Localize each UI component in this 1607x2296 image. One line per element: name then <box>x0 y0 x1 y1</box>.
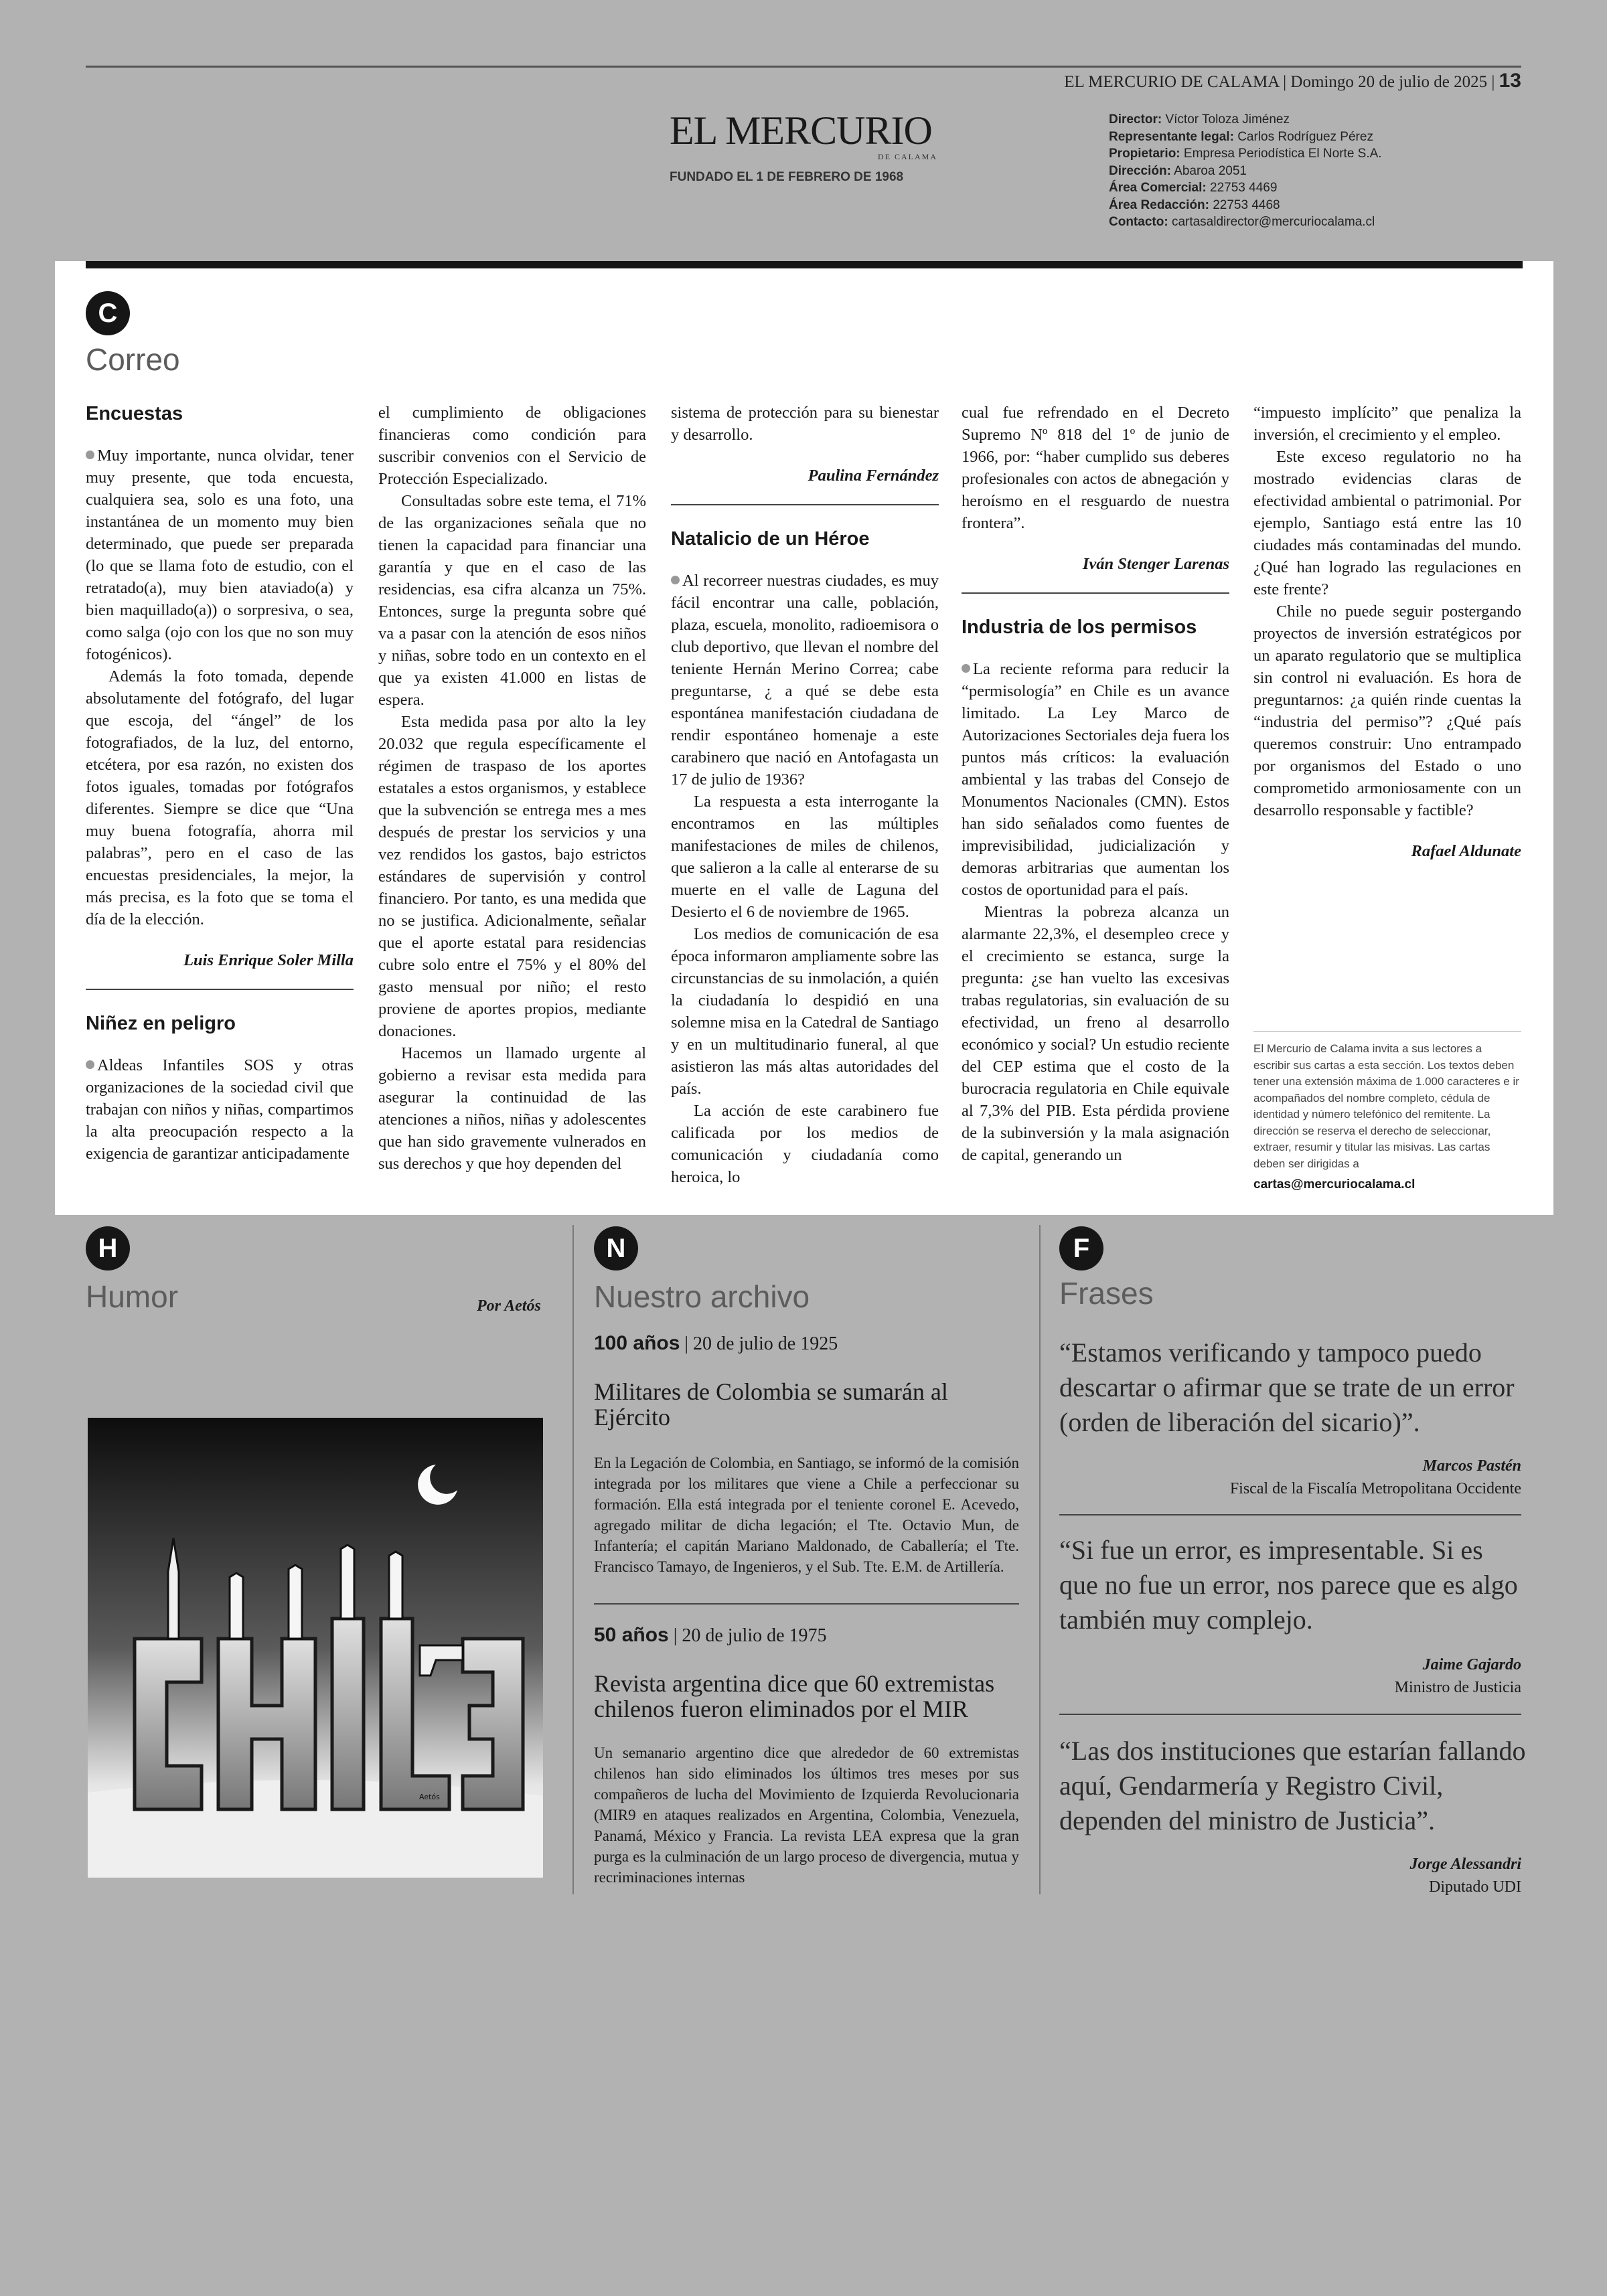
staff-box <box>1109 111 1524 231</box>
quote-author-role: Diputado UDI <box>1429 1878 1521 1896</box>
quote-2: “Si fue un error, es impresentable. Si es que no fue un error, nos parece que es algo también muy complejo. <box>1059 1535 1518 1635</box>
correo-column-2 <box>378 402 646 1175</box>
page-runner <box>1064 70 1521 92</box>
staff-row: Área Redacción: 22753 4468 <box>1109 197 1280 212</box>
quote-1: “Estamos verificando y tampoco puedo descartar o afirmar que se trate de un error (orden de liberación del sicario)”. <box>1059 1337 1515 1437</box>
cartoon-illustration <box>88 1418 543 1878</box>
raised-hand-icon <box>341 1545 354 1619</box>
page-number: 13 <box>1499 70 1521 92</box>
section-top-bar <box>86 261 1523 268</box>
quote-author-role: Fiscal de la Fiscalía Metropolitana Occidente <box>1229 1480 1521 1497</box>
letter-paragraph: Aldeas Infantiles SOS y otras organizaciones de la sociedad civil que trabajan con niños y niñas, compartimos la alta preocupación respecto a la exigencia de garantizar anticipadamente <box>86 1056 354 1163</box>
raised-hand-icon <box>230 1573 243 1639</box>
archive-entry-header: 100 años | 20 de julio de 1925 <box>594 1332 838 1354</box>
letter-paragraph: el cumplimiento de obligaciones financieras como condición para suscribir convenios con el Servicio de Protección Especializado. <box>378 404 646 488</box>
submission-note-text: El Mercurio de Calama invita a sus lectores a escribir sus cartas a esta sección. Los textos deben tener una extensión máxima de 1.000 caracteres e ir acompañados del nombre completo, cédula de identidad y número telefónico del remitente. La dirección se reserva el derecho de seleccionar, extraer, resumir y titular las misivas. Las cartas deben ser dirigidas a <box>1253 1042 1519 1170</box>
humor-cartoon <box>88 1418 543 1878</box>
staff-row: Contacto: cartasaldirector@mercuriocalama.cl <box>1109 215 1375 229</box>
section-letter-c: C <box>86 291 130 335</box>
letter-paragraph: Mientras la pobreza alcanza un alarmante 22,3%, el desempleo crece y el crecimiento se estanca, surge la pregunta: ¿se han vuelto las excesivas trabas regulatorias, sin evaluación de su efectividad, un freno al desarrollo económico y social? Un estudio reciente del CEP estima que el costo de la burocracia regulatoria en Chile equivale al 7,3% del PIB. Esta pérdida proviene de la subinversión y la mala asignación de capital, generando un <box>962 903 1229 1164</box>
letter-signature: Rafael Aldunate <box>1411 842 1521 860</box>
quote-author-role: Ministro de Justicia <box>1394 1679 1521 1696</box>
submission-email: cartas@mercuriocalama.cl <box>1253 1177 1415 1192</box>
bullet-dot-icon <box>671 576 680 584</box>
founded-line: FUNDADO EL 1 DE FEBRERO DE 1968 <box>670 170 904 184</box>
letter-divider <box>962 592 1229 594</box>
column-rule <box>1039 1225 1041 1894</box>
letter-paragraph: Muy importante, nunca olvidar, tener muy presente, que toda encuesta, cualquiera sea, solo es una foto, una instantánea de un momento muy bien determinado, que puede ser preparada (lo que se llama foto de estudio, con el retratado(a), muy bien ataviado(a) y bien maquillado(a)) o sorpresiva, o sea, como salga (ojo con los que no son muy fotogénicos). <box>86 446 354 663</box>
letter-paragraph: La respuesta a esta interrogante la encontramos en las múltiples manifestaciones de miles de chilenos, que salieron a la calle al enterarse de su muerte en el valle de Laguna del Desierto el 6 de noviembre de 1965. <box>671 793 939 921</box>
quote-divider <box>1059 1514 1521 1515</box>
top-rule <box>86 66 1521 68</box>
archive-entry-title: Revista argentina dice que 60 extremistas chilenos fueron eliminados por el MIR <box>594 1670 995 1722</box>
letter-heading: Natalicio de un Héroe <box>671 528 870 550</box>
quote-1-author <box>1230 1455 1521 1500</box>
quote-3-author <box>1410 1853 1521 1898</box>
note-divider <box>1253 1031 1521 1032</box>
staff-row: Área Comercial: 22753 4469 <box>1109 181 1278 195</box>
archive-entry-body: Un semanario argentino dice que alrededor de 60 extremistas chilenos han sido eliminados los últimos tres meses por sus compañeros de lucha del Movimiento de Izquierda Revolucionaria (MIR9 en ataques realizados en Argentina, Colombia, Venezuela, Panamá, México y Francia. La revista LEA expresa que la gran purga es la culminación de un largo proceso de divergencia, mutua y recriminaciones internas <box>594 1744 1019 1886</box>
archive-entry-title: Militares de Colombia se sumarán al Ejército <box>594 1378 948 1430</box>
letter-paragraph: sistema de protección para su bienestar y desarrollo. <box>671 404 939 444</box>
section-title-correo: Correo <box>86 342 180 377</box>
raised-hand-icon <box>389 1552 402 1619</box>
letter-divider <box>671 504 939 505</box>
letter-paragraph: cual fue refrendado en el Decreto Supremo Nº 818 del 1º de junio de 1966, por: “haber cumplido sus deberes profesionales con actos de abnegación y heroísmo en el resguardo de nuestra frontera”. <box>962 404 1229 532</box>
cartoon-letter-e-reversed <box>463 1639 523 1809</box>
correo-column-1 <box>86 402 354 1165</box>
correo-column-4 <box>962 402 1229 1166</box>
staff-row: Propietario: Empresa Periodística El Norte S.A. <box>1109 147 1382 161</box>
letter-signature: Luis Enrique Soler Milla <box>183 951 354 969</box>
correo-column-3 <box>671 402 939 1188</box>
section-title-frases: Frases <box>1059 1276 1154 1311</box>
letter-paragraph: La reciente reforma para reducir la “permisología” en Chile es un avance limitado. La Ley Marco de Autorizaciones Sectoriales deja fuera los puntos más críticos: la evaluación ambiental y las trabas del Consejo de Monumentos Nacionales (CMN). Estos han sido señalados como fuentes de imprevisibilidad, judicialización y demoras arbitrarias que aumentan los costos de oportunidad para el país. <box>962 660 1230 899</box>
masthead <box>670 110 937 185</box>
quote-3: “Las dos instituciones que estarían fallando aquí, Gendarmería y Registro Civil, dependen del ministro de Justicia”. <box>1059 1736 1526 1835</box>
letter-paragraph: Consultadas sobre este tema, el 71% de las organizaciones señala que no tienen la capacidad para financiar una garantía y que en el caso de las residencias, esa cifra alcanza un 75%. Entonces, surge la pregunta sobre qué va a pasar con la atención de esos niños y niñas, sobre todo en un contexto en el que ya existen 41.000 en listas de espera. <box>378 492 646 709</box>
quote-divider <box>1059 1714 1521 1715</box>
quote-author-name: Jorge Alessandri <box>1409 1856 1521 1873</box>
letter-paragraph: Chile no puede seguir postergando proyectos de inversión estratégicos por un aparato regulatorio que se multiplica sin control ni evaluación. Es hora de preguntarnos: ¿a quién rinde cuentas la “industria del permiso”? ¿Qué país queremos construir: Uno entrampado por organismos del Estado o uno comprometido armoniosamente con un desarrollo responsable y factible? <box>1253 602 1521 819</box>
cartoon-byline: Por Aetós <box>477 1297 541 1315</box>
letter-paragraph: Hacemos un llamado urgente al gobierno a revisar esta medida para asegurar la continuidad de las atenciones a niños, niñas y adolescentes que han sido gravemente vulnerados en sus derechos y que hoy dependen del <box>378 1044 646 1173</box>
raised-hand-icon <box>289 1565 302 1639</box>
quote-2-author <box>1395 1653 1521 1699</box>
cartoon-letter-i <box>332 1619 364 1809</box>
archive-entry-body: En la Legación de Colombia, en Santiago, se informó de la comisión integrada por los militares que viene a Chile a perfeccionar su formación. Ella está integrada por el teniente coronel E. Acevedo, agregado militar de dicha legación; el Tte. Octavio Mun, de Infantería; el capitán Mariano Maldonado, de Caballería; el Tte. Francisco Tamayo, de Ingenieros, y el Sub. Tte. E.M. de Artillería. <box>594 1455 1019 1575</box>
archive-divider <box>594 1603 1019 1605</box>
staff-row: Representante legal: Carlos Rodríguez Pérez <box>1109 129 1373 144</box>
archive-entry-header: 50 años | 20 de julio de 1975 <box>594 1624 827 1646</box>
letter-paragraph: Esta medida pasa por alto la ley 20.032 que regula específicamente el régimen de traspaso de los aportes estatales a estos organismos, y establece que la subvención se entrega mes a mes después de prestar los servicios y una vez rendidos los gastos, bajo estrictos estándares de supervisión y control financiero. Por tanto, es una medida que no se justifica. Adicionalmente, señalar que el aporte estatal para residencias cubre solo entre el 75% y el 80% del gasto mensual por niño; el resto proviene de aportes propios, mediante donaciones. <box>378 713 646 1040</box>
newspaper-logo: EL MERCURIO <box>670 108 932 153</box>
runner-text: EL MERCURIO DE CALAMA | Domingo 20 de julio de 2025 | <box>1064 73 1495 91</box>
section-letter-n: N <box>594 1226 638 1270</box>
bullet-dot-icon <box>86 1060 94 1069</box>
letter-divider <box>86 989 354 990</box>
letter-signature: Iván Stenger Larenas <box>1082 555 1229 573</box>
staff-row: Dirección: Abaroa 2051 <box>1109 163 1247 178</box>
letter-paragraph: Al recorreer nuestras ciudades, es muy fácil encontrar una calle, población, plaza, escuela, monolito, radioemisora o club deportivo, que llevan el nombre del teniente Hernán Merino Correa; cabe preguntarse, ¿ a qué se debe esta espontánea manifestación ciudadana de rendir espontáneo homenaje a este carabinero que nació en Antofagasta un 17 de julio de 1936? <box>671 572 939 789</box>
column-rule <box>572 1225 574 1894</box>
correo-section <box>55 261 1553 1215</box>
staff-row: Director: Víctor Toloza Jiménez <box>1109 112 1290 127</box>
letter-signature: Paulina Fernández <box>808 467 939 485</box>
letter-heading: Encuestas <box>86 403 183 424</box>
quote-author-name: Marcos Pastén <box>1422 1457 1521 1475</box>
section-title-humor: Humor <box>86 1279 179 1314</box>
letter-paragraph: Este exceso regulatorio no ha mostrado evidencias claras de efectividad ambiental o patrimonial. Por ejemplo, Santiago está entre las 10 ciudades más contaminadas del mundo. ¿Qué han logrado las regulaciones en este frente? <box>1253 448 1521 598</box>
section-letter-h: H <box>86 1226 130 1270</box>
letter-heading: Niñez en peligro <box>86 1013 236 1034</box>
letter-heading: Industria de los permisos <box>962 617 1197 638</box>
logo-subtitle: DE CALAMA <box>878 152 937 161</box>
letter-paragraph: La acción de este carabinero fue calificada por los medios de comunicación y ciudadanía como heroica, lo <box>671 1102 939 1186</box>
bullet-dot-icon <box>962 664 970 673</box>
correo-submission-note <box>1253 1031 1521 1196</box>
cartoon-signature: Aetós <box>419 1793 440 1801</box>
section-letter-f: F <box>1059 1226 1103 1270</box>
letter-paragraph: Los medios de comunicación de esa época informaron ampliamente sobre las circunstancias de su inmolación, a quién la ciudadanía lo despidió en una solemne misa en la Catedral de Santiago y en un multitudinario funeral, al que asistieron las más altas autoridades del país. <box>671 925 939 1098</box>
letter-paragraph: “impuesto implícito” que penaliza la inversión, el crecimiento y el empleo. <box>1253 404 1521 444</box>
quote-author-name: Jaime Gajardo <box>1422 1656 1521 1673</box>
bullet-dot-icon <box>86 450 94 459</box>
section-title-archivo: Nuestro archivo <box>594 1279 810 1314</box>
letter-paragraph: Además la foto tomada, depende absolutamente del fotógrafo, del lugar que escoja, del “ángel” de los fotografiados, de la luz, del entorno, etcétera, por esa razón, no existen dos fotos iguales, tomadas por fotógrafos diferentes. Siempre se dice que “Una muy buena fotografía, ahorra mil palabras”, pero en el caso de las encuestas presidenciales, la mejor, la más precisa, es la foto que se toma el día de la elección. <box>86 667 354 928</box>
correo-column-5 <box>1253 402 1521 880</box>
